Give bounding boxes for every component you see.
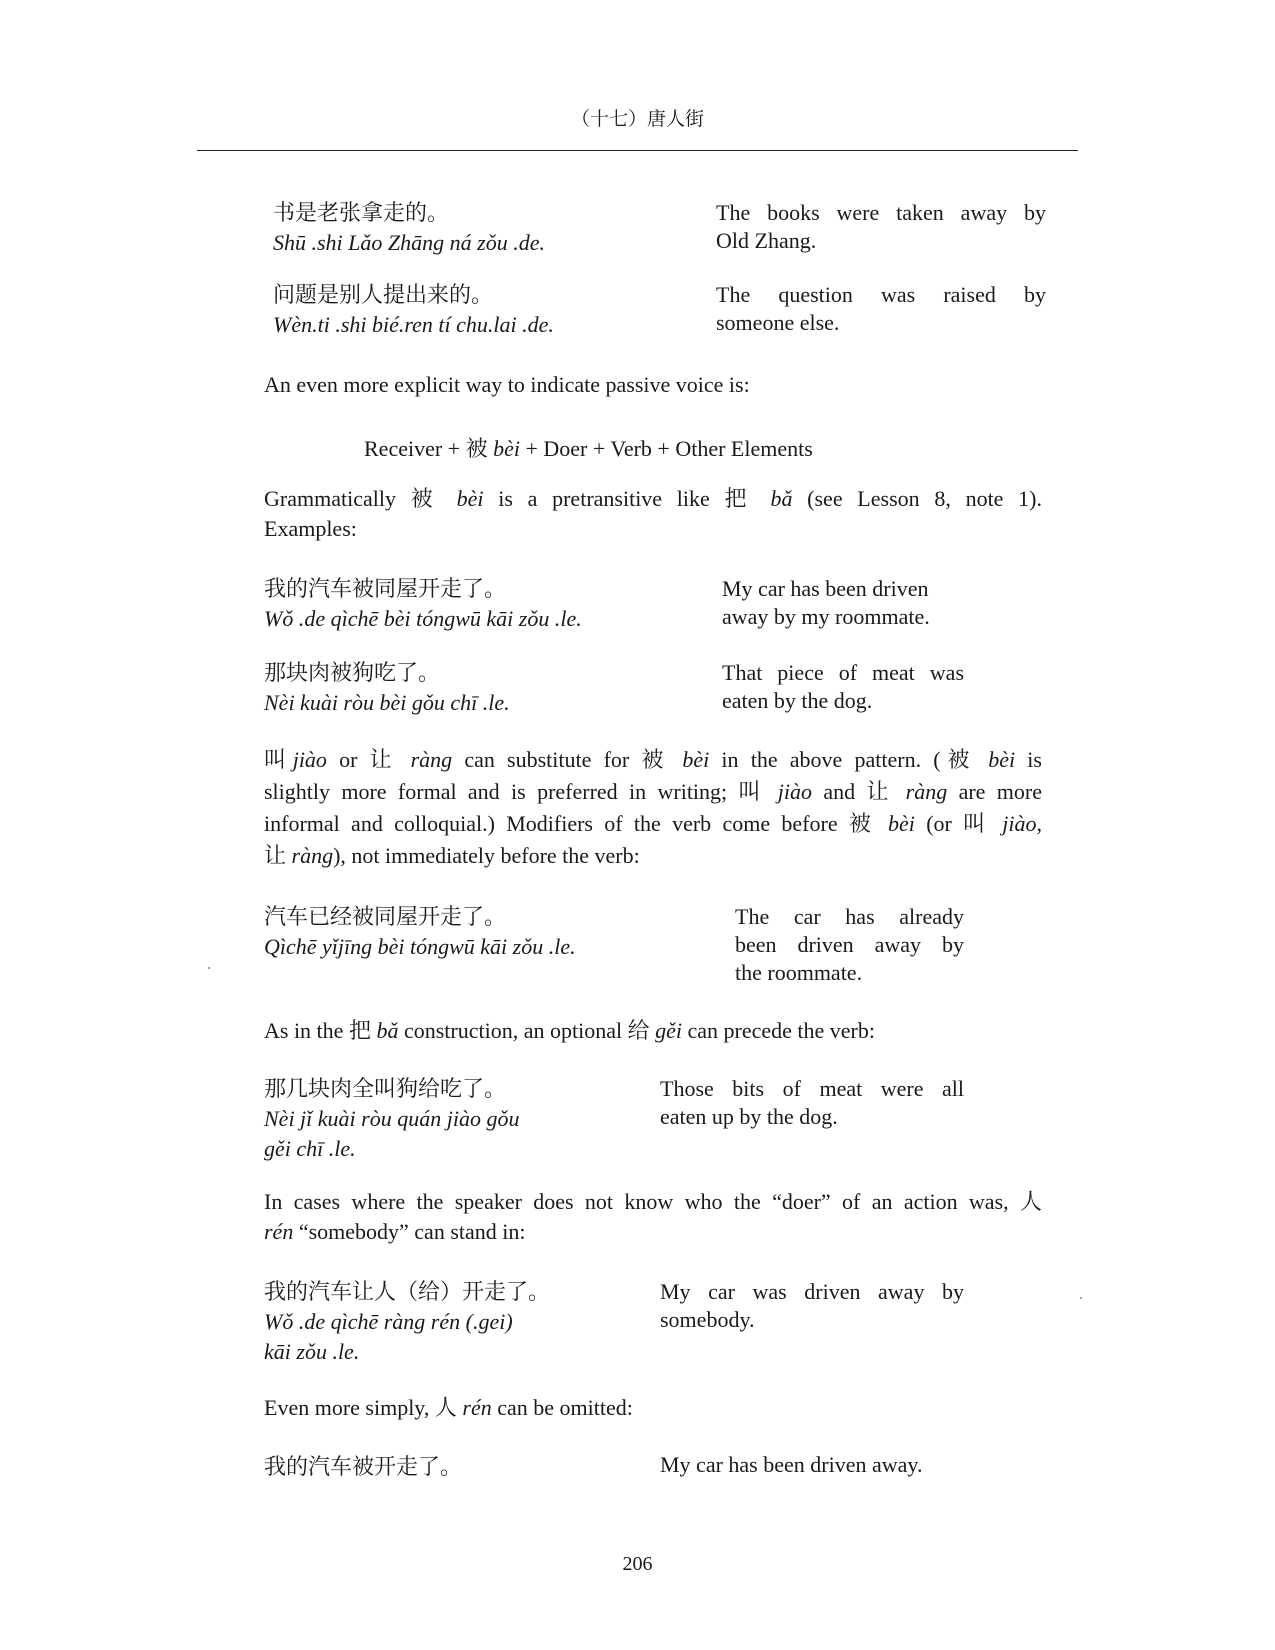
pattern-bei-char: 被 <box>465 436 488 461</box>
example-translation: The books were taken away by <box>716 200 1046 225</box>
pattern-receiver: Receiver + <box>364 436 461 461</box>
body-paragraph: As in the 把 bǎ construction, an optional 给 gěi can precede the verb: <box>264 1018 875 1043</box>
body-paragraph: In cases where the speaker does not know who the “doer” of an action was, 人 <box>264 1189 1042 1214</box>
example-chinese: 汽车已经被同屋开走了。 <box>264 904 507 929</box>
example-translation: away by my roommate. <box>722 604 930 629</box>
example-translation: That piece of meat was <box>722 660 964 685</box>
running-header: （十七）唐人街 <box>570 109 704 130</box>
example-translation: The question was raised by <box>716 282 1046 307</box>
body-paragraph: An even more explicit way to indicate passive voice is: <box>264 372 750 397</box>
body-paragraph: informal and colloquial.) Modifiers of the verb come before 被 bèi (or 叫 jiào, <box>264 811 1043 836</box>
example-translation: somebody. <box>660 1307 755 1332</box>
example-translation: Those bits of meat were all <box>660 1076 964 1101</box>
example-pinyin: Shū .shi Lǎo Zhāng ná zǒu .de. <box>273 230 545 255</box>
example-pinyin: Wèn.ti .shi bié.ren tí chu.lai .de. <box>273 312 554 337</box>
example-pinyin: Wǒ .de qìchē bèi tóngwū kāi zǒu .le. <box>264 606 582 631</box>
example-pinyin: kāi zǒu .le. <box>264 1339 360 1364</box>
example-chinese: 问题是别人提出来的。 <box>273 282 494 307</box>
example-pinyin: Nèi kuài ròu bèi gǒu chī .le. <box>264 690 510 715</box>
example-pinyin: Wǒ .de qìchē ràng rén (.gei) <box>264 1309 513 1334</box>
example-pinyin: Nèi jǐ kuài ròu quán jiào gǒu <box>264 1106 520 1131</box>
passive-pattern <box>364 432 813 463</box>
example-translation: eaten up by the dog. <box>660 1104 838 1129</box>
example-translation: someone else. <box>716 310 840 335</box>
body-paragraph: 让 ràng), not immediately before the verb: <box>264 843 640 868</box>
example-chinese: 我的汽车被同屋开走了。 <box>264 576 507 601</box>
example-chinese: 我的汽车让人（给）开走了。 <box>264 1279 551 1304</box>
header-rule <box>197 150 1078 151</box>
example-chinese: 那块肉被狗吃了。 <box>264 660 441 685</box>
body-paragraph: slightly more formal and is preferred in writing; 叫 jiào and 让 ràng are more <box>264 779 1043 804</box>
scan-speck <box>208 967 210 969</box>
example-chinese: 那几块肉全叫狗给吃了。 <box>264 1076 507 1101</box>
example-translation: My car was driven away by <box>660 1279 964 1304</box>
example-translation: been driven away by <box>735 932 964 957</box>
example-translation: eaten by the dog. <box>722 688 873 713</box>
body-paragraph: Examples: <box>264 516 357 541</box>
page-number: 206 <box>622 1553 653 1575</box>
example-translation: My car has been driven away. <box>660 1452 923 1477</box>
body-paragraph: Grammatically 被 bèi is a pretransitive like 把 bǎ (see Lesson 8, note 1). <box>264 486 1042 511</box>
example-translation: Old Zhang. <box>716 228 817 253</box>
example-translation: the roommate. <box>735 960 863 985</box>
pattern-rest: + Doer + Verb + Other Elements <box>525 436 813 461</box>
example-pinyin: Qìchē yǐjīng bèi tóngwū kāi zǒu .le. <box>264 934 576 959</box>
body-paragraph: Even more simply, 人 rén can be omitted: <box>264 1395 633 1420</box>
pattern-bei-pinyin: bèi <box>493 436 520 461</box>
example-chinese: 我的汽车被开走了。 <box>264 1454 463 1479</box>
body-paragraph: rén “somebody” can stand in: <box>264 1219 526 1244</box>
example-translation: The car has already <box>735 904 964 929</box>
example-pinyin: gěi chī .le. <box>264 1136 356 1161</box>
scan-speck <box>1080 1297 1082 1299</box>
body-paragraph: 叫jiào or 让 ràng can substitute for 被 bèi in the above pattern. (被 bèi is <box>264 747 1042 772</box>
example-chinese: 书是老张拿走的。 <box>273 200 450 225</box>
example-translation: My car has been driven <box>722 576 929 601</box>
